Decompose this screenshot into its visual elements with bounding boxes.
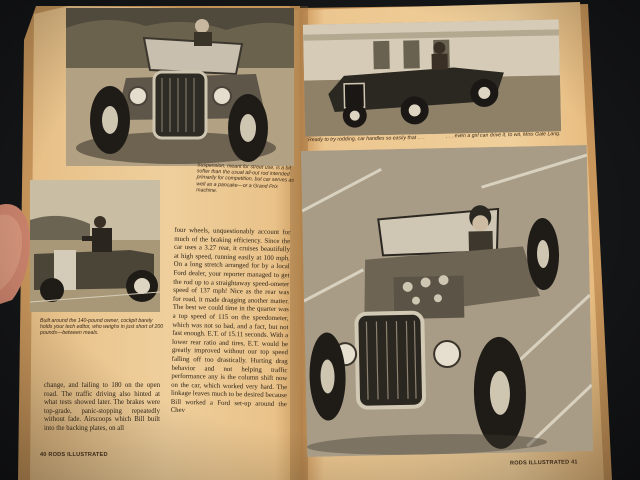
right-folio: RODS ILLUSTRATED 41 bbox=[509, 459, 578, 467]
photo-owner-cockpit bbox=[30, 180, 160, 312]
caption-ready-to-try: Ready to try rodding, car handles so easily that . . . bbox=[307, 134, 425, 144]
left-folio: 40 RODS ILLUSTRATED bbox=[40, 452, 108, 458]
caption-girl-drives: . . . even a girl can drive it, to wit, Miss Gale Lang. bbox=[445, 131, 561, 140]
left-page-column-right: four wheels, unquestionably account for much of the braking efficiency. Since the car uses a 3.27 rear, it cruises beautifully at high speed, running easily at 100 mph. On a long stretch arranged for by a local Ford dealer, your reporter managed to get the rod up to a straightaway speed-ometer speed of 137 mph! Nice as the rear was for road, it made dragging another matter. The best we could time in the quarter was a top speed of 115 on the speedometer, which was not so bad, and a fact, but not fast enough. E.T. of 15.11 seconds. With a lower rear ratio and tires, E.T. would be greatly improved without our top speed falling off too drastically. Hurting drag behavior and not helping traffic performance any is the column shift now on the car, which worked very hard. The linkage leaves much to be desired because Bill worked a Ford set-up around the Chev bbox=[170, 226, 291, 415]
photo-roadster-front bbox=[66, 8, 294, 166]
photo-miss-gale-lang bbox=[301, 145, 593, 457]
left-page-column-left: change, and failing to 180 on the open road. The traffic driving also hinted at what tests showed later. The brakes were top-grade, panic-stopping repeatedly without fade. Airscoops which Bill built into the backing plates, on all bbox=[44, 382, 160, 432]
caption-owner: Built around the 140-pound owner, cockpit barely holds your tech editor, who weighs in just short of 200 pounds—between meals. bbox=[40, 318, 164, 337]
photo-roadster-side bbox=[303, 19, 561, 136]
caption-suspension: Suspension, meant for street use, is a bit softer than the usual all-out rod intended primarily for competition, but car serves as well as a pancake—or a Grand Prix machine. bbox=[196, 162, 295, 194]
